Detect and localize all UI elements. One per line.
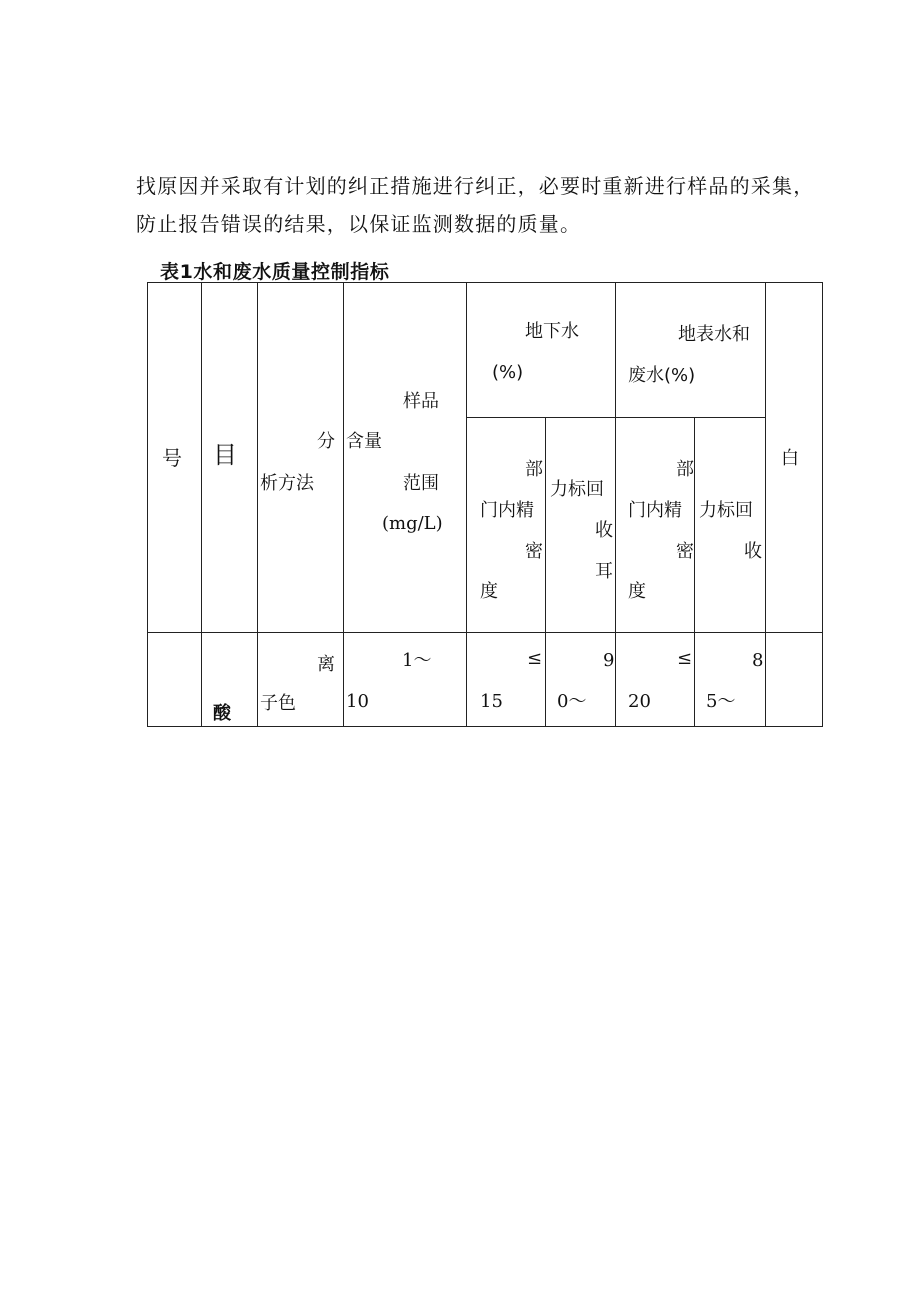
row1-sw-recovery-a: 8: [752, 650, 764, 671]
row1-gw-recovery-b: 0～: [557, 691, 587, 712]
row1-method-b: 子色: [260, 693, 296, 714]
table-caption: 表1水和废水质量控制指标: [160, 261, 390, 283]
table-header-divider: [147, 632, 823, 633]
col-line-3: [343, 282, 344, 727]
col-line-6: [615, 282, 616, 727]
header-gw-precision-a: 部: [525, 459, 543, 480]
header-gw-precision-d: 度: [480, 581, 498, 602]
row1-range-a: 1～: [402, 650, 432, 671]
header-gw-recovery-b: 收: [595, 520, 613, 541]
col-line-4: [466, 282, 467, 727]
row1-range-b: 10: [346, 691, 369, 712]
header-item: 目: [213, 441, 237, 469]
col-line-8: [765, 282, 766, 727]
row1-method-a: 离: [317, 654, 335, 675]
header-sw-recovery-b: 收: [744, 541, 762, 562]
quality-control-table: [147, 282, 823, 727]
header-range-unit: (mg/L): [382, 513, 443, 534]
row1-sw-precision-a: ≤: [677, 648, 693, 669]
header-blank: 白: [781, 448, 799, 469]
table-border-top: [147, 282, 823, 283]
header-groundwater-a: 地下水: [525, 321, 579, 342]
header-method-a: 分: [317, 431, 335, 452]
table-border-bottom: [147, 726, 823, 727]
header-sw-recovery-a: 力标回: [699, 500, 753, 521]
header-groundwater-b: (%): [492, 362, 524, 383]
header-sw-precision-d: 度: [628, 581, 646, 602]
table-border-left: [147, 282, 148, 727]
header-range-c: 范围: [403, 473, 439, 494]
row1-gw-precision-a: ≤: [527, 648, 543, 669]
header-sw-precision-b: 门内精: [628, 500, 682, 521]
row1-sw-recovery-b: 5～: [706, 691, 736, 712]
col-line-7: [694, 417, 695, 727]
col-line-1: [201, 282, 202, 727]
row1-sw-precision-b: 20: [628, 691, 651, 712]
header-range-b: 含量: [346, 431, 382, 452]
header-gw-precision-b: 门内精: [480, 500, 534, 521]
header-no: 号: [162, 446, 182, 470]
header-gw-precision-c: 密: [525, 541, 543, 562]
header-surfacewater-b: 废水(%): [628, 365, 696, 386]
header-range-a: 样品: [403, 391, 439, 412]
header-gw-recovery-c: 耳: [595, 561, 613, 582]
header-gw-recovery-a: 力标回: [550, 479, 604, 500]
header-sw-precision-c: 密: [676, 541, 694, 562]
body-paragraph-line-1: 找原因并采取有计划的纠正措施进行纠正，必要时重新进行样品的采集，: [136, 174, 815, 198]
table-border-right: [822, 282, 823, 727]
header-sw-precision-a: 部: [676, 459, 694, 480]
col-line-5: [545, 417, 546, 727]
row1-item: 酸: [213, 703, 231, 724]
header-surfacewater-a: 地表水和: [678, 324, 750, 345]
header-method-b: 析方法: [260, 473, 314, 494]
body-paragraph-line-2: 防止报告错误的结果，以保证监测数据的质量。: [136, 212, 582, 236]
row1-gw-recovery-a: 9: [603, 650, 615, 671]
col-line-2: [257, 282, 258, 727]
row1-gw-precision-b: 15: [480, 691, 503, 712]
